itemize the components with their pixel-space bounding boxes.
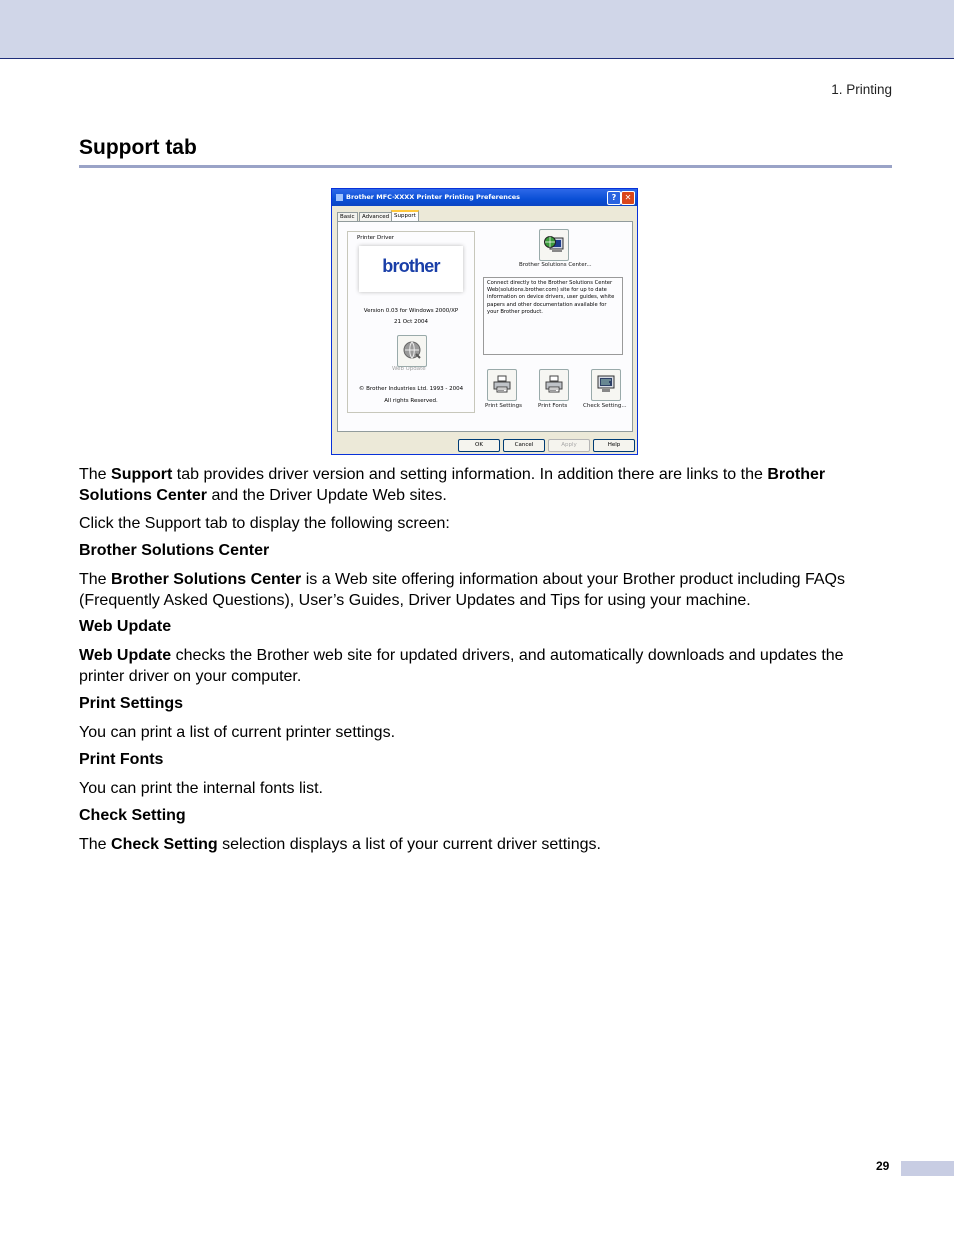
help-button[interactable]: Help (593, 439, 635, 452)
tab-advanced[interactable]: Advanced (359, 212, 392, 222)
print-fonts-label: Print Fonts (538, 403, 568, 409)
printing-preferences-dialog (331, 188, 638, 455)
brother-logo-box (359, 246, 463, 292)
computer-globe-icon (544, 234, 564, 254)
print-settings-paragraph: You can print a list of current printer settings. (79, 724, 396, 741)
solutions-center-button[interactable] (539, 229, 569, 261)
heading-check-setting: Check Setting (79, 807, 186, 824)
rights-text: All rights Reserved. (384, 398, 438, 404)
text: The (79, 836, 112, 853)
print-fonts-paragraph: You can print the internal fonts list. (79, 780, 323, 797)
brother-logo: brother (382, 256, 440, 276)
copyright-text: © Brother Industries Ltd. 1993 - 2004 (358, 386, 464, 392)
text: is a Web site offering information about your Brother product including FAQs (Frequently Asked Questions), User’s Guides, Driver Updates and Tips for using your machine. (79, 571, 845, 609)
bold-text: Web Update (79, 647, 172, 664)
solutions-paragraph (79, 570, 892, 611)
text: checks the Brother web site for updated drivers, and automatically downloads and updates the printer driver on your computer. (79, 647, 844, 685)
chapter-label: 1. Printing (831, 82, 892, 97)
print-settings-button[interactable] (487, 369, 517, 401)
bold-text: Brother Solutions Center (111, 571, 302, 588)
heading-solutions-center: Brother Solutions Center (79, 542, 270, 559)
check-setting-paragraph (79, 835, 892, 856)
title-rule (79, 165, 892, 168)
cancel-button[interactable]: Cancel (503, 439, 545, 452)
print-fonts-button[interactable] (539, 369, 569, 401)
support-tab-panel (337, 221, 633, 432)
printer-icon (336, 194, 343, 201)
driver-date: 21 Oct 2004 (393, 319, 428, 325)
web-update-button[interactable] (397, 335, 427, 367)
printer-icon (492, 374, 512, 394)
bold-text: Support (111, 466, 173, 483)
text: and the Driver Update Web sites. (207, 486, 447, 504)
print-settings-label: Print Settings (485, 403, 522, 409)
text: The (79, 571, 112, 588)
bold-text: Check Setting (111, 836, 218, 853)
header-band (0, 0, 954, 59)
solutions-center-label: Brother Solutions Center... (519, 262, 592, 268)
dialog-title-bar (332, 189, 637, 206)
solutions-center-description: Connect directly to the Brother Solutions Center Web(solutions.brother.com) site for up to date information on device drivers, user guides, white papers and other documentation available for your Brother product. (483, 277, 623, 355)
heading-web-update: Web Update (79, 618, 172, 635)
text: tab provides driver version and setting information. In addition there are links to the (172, 466, 768, 483)
close-title-button[interactable]: ✕ (621, 191, 635, 205)
dialog-title: Brother MFC-XXXX Printer Printing Preferences (346, 193, 521, 201)
heading-print-fonts: Print Fonts (79, 751, 164, 768)
tab-support[interactable]: Support (391, 210, 419, 221)
click-paragraph: Click the Support tab to display the following screen: (79, 515, 450, 532)
page-number: 29 (876, 1159, 890, 1173)
text: The (79, 466, 112, 483)
intro-paragraph (79, 465, 892, 506)
web-update-label: Web Update (392, 366, 426, 372)
printer-driver-group (347, 231, 475, 413)
section-title: Support tab (79, 136, 197, 159)
ok-button[interactable]: OK (458, 439, 500, 452)
group-label: Printer Driver (357, 235, 394, 241)
apply-button[interactable]: Apply (548, 439, 590, 452)
tab-basic[interactable]: Basic (337, 212, 358, 222)
monitor-icon (596, 374, 616, 394)
help-title-button[interactable]: ? (607, 191, 621, 205)
text: selection displays a list of your current driver settings. (217, 836, 601, 853)
check-setting-label: Check Setting... (583, 403, 627, 409)
driver-version: Version 0.03 for Windows 2000/XP (363, 308, 459, 314)
web-update-paragraph (79, 646, 892, 687)
printer-icon (544, 374, 564, 394)
footer-bar (901, 1161, 954, 1176)
bold-text: Brother Solutions Center (79, 466, 826, 504)
globe-icon (402, 340, 422, 360)
heading-print-settings: Print Settings (79, 695, 184, 712)
check-setting-button[interactable] (591, 369, 621, 401)
